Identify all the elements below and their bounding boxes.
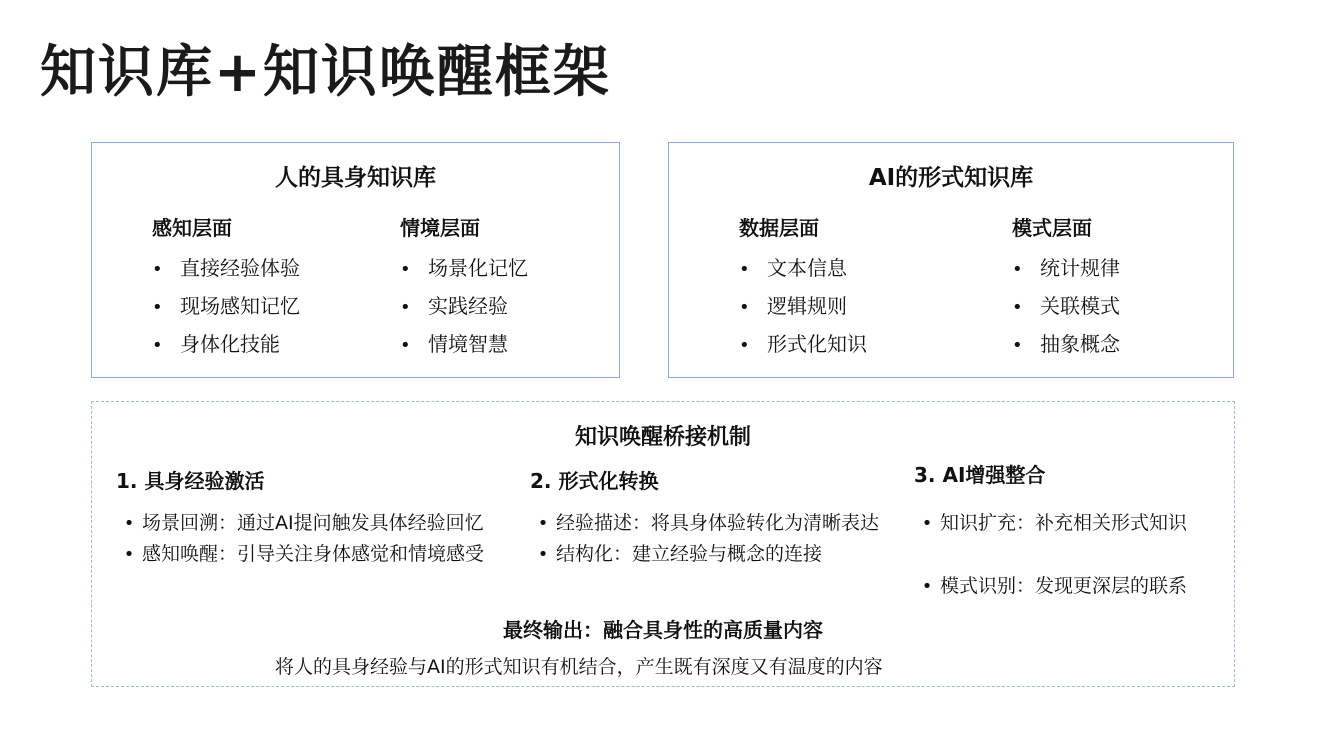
bullet-icon: •	[739, 335, 750, 356]
bullet-icon: •	[152, 297, 163, 318]
list-item	[739, 287, 867, 325]
step-item	[116, 541, 486, 568]
bullet-icon: •	[739, 259, 750, 280]
list-item-label: 逻辑规则	[767, 294, 847, 318]
data-layer-column	[739, 213, 867, 363]
list-item	[400, 325, 528, 363]
step-heading: 2. 形式化转换	[530, 469, 659, 493]
list-item	[152, 287, 300, 325]
step-item	[530, 541, 890, 568]
final-output-description: 将人的具身经验与AI的形式知识有机结合，产生既有深度又有温度的内容	[275, 656, 883, 678]
step-item-label: 场景回溯：通过AI提问触发具体经验回忆	[142, 512, 484, 534]
bullet-icon: •	[152, 335, 163, 356]
column-list	[1012, 249, 1120, 363]
bullet-icon: •	[1012, 297, 1023, 318]
list-item	[400, 287, 528, 325]
column-heading: 情境层面	[400, 216, 480, 240]
list-item	[1012, 325, 1120, 363]
list-item-label: 情境智慧	[428, 332, 508, 356]
list-item	[1012, 287, 1120, 325]
list-item-label: 关联模式	[1040, 294, 1120, 318]
list-item	[739, 325, 867, 363]
step-item-label: 结构化：建立经验与概念的连接	[556, 543, 823, 565]
list-item-label: 抽象概念	[1040, 332, 1120, 356]
column-list	[400, 249, 528, 363]
bullet-icon: •	[921, 576, 933, 597]
column-heading: 模式层面	[1012, 216, 1092, 240]
ai-knowledge-base-title: AI的形式知识库	[868, 165, 1034, 191]
bullet-icon: •	[152, 259, 163, 280]
list-item	[152, 325, 300, 363]
list-item-label: 现场感知记忆	[180, 294, 300, 318]
step-ai-integration	[914, 460, 1234, 600]
step-item	[914, 510, 1234, 537]
step-formal-transform	[530, 466, 890, 568]
human-knowledge-base-title: 人的具身知识库	[275, 165, 436, 191]
bullet-icon: •	[123, 513, 135, 534]
step-item-label: 经验描述：将具身体验转化为清晰表达	[556, 512, 880, 534]
list-item-label: 场景化记忆	[428, 256, 528, 280]
list-item-label: 直接经验体验	[180, 256, 300, 280]
bullet-icon: •	[537, 544, 549, 565]
bullet-icon: •	[123, 544, 135, 565]
list-item	[400, 249, 528, 287]
list-item-label: 文本信息	[767, 256, 847, 280]
step-item-label: 感知唤醒：引导关注身体感觉和情境感受	[142, 543, 485, 565]
step-heading: 3. AI增强整合	[914, 463, 1046, 487]
bullet-icon: •	[400, 259, 411, 280]
list-item	[1012, 249, 1120, 287]
final-output-title: 最终输出：融合具身性的高质量内容	[503, 618, 823, 642]
list-item	[152, 249, 300, 287]
bullet-icon: •	[1012, 259, 1023, 280]
bullet-icon: •	[921, 513, 933, 534]
step-item	[530, 510, 890, 537]
list-item-label: 身体化技能	[180, 332, 280, 356]
step-item	[116, 510, 486, 537]
bullet-icon: •	[739, 297, 750, 318]
list-item-label: 统计规律	[1040, 256, 1120, 280]
list-item-label: 形式化知识	[767, 332, 867, 356]
human-knowledge-base-box	[91, 142, 620, 378]
column-heading: 数据层面	[739, 216, 819, 240]
bullet-icon: •	[400, 297, 411, 318]
bridge-mechanism-title: 知识唤醒桥接机制	[574, 425, 751, 450]
bridge-mechanism-box	[91, 401, 1235, 687]
bullet-icon: •	[1012, 335, 1023, 356]
pattern-layer-column	[1012, 213, 1120, 363]
ai-knowledge-base-box	[668, 142, 1234, 378]
column-heading: 感知层面	[152, 216, 232, 240]
step-heading: 1. 具身经验激活	[116, 469, 265, 493]
column-list	[152, 249, 300, 363]
context-layer-column	[400, 213, 528, 363]
step-embodied-activation	[116, 466, 486, 568]
list-item-label: 实践经验	[428, 294, 508, 318]
perception-layer-column	[152, 213, 300, 363]
bullet-icon: •	[400, 335, 411, 356]
column-list	[739, 249, 867, 363]
step-item	[914, 573, 1234, 600]
list-item	[739, 249, 867, 287]
bullet-icon: •	[537, 513, 549, 534]
page-title: 知识库+知识唤醒框架	[40, 40, 611, 105]
step-item-label: 模式识别：发现更深层的联系	[940, 575, 1188, 597]
step-item-label: 知识扩充：补充相关形式知识	[940, 512, 1188, 534]
